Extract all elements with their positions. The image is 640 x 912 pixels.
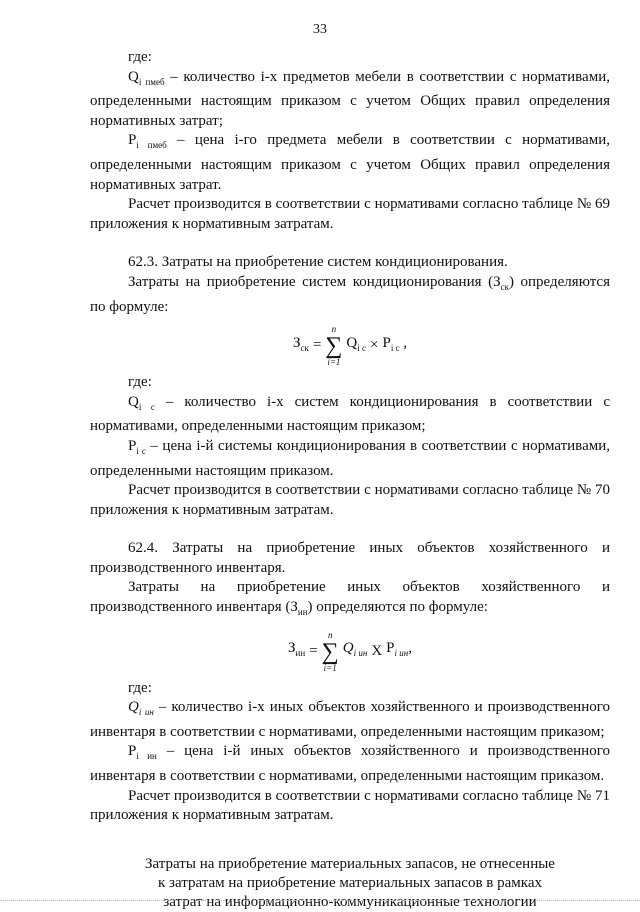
page-number: 33 [313, 22, 327, 37]
definition-p-inventory: $P_{i ин}$ – цена i-й иных объектов хозяйственного и производственного инвентаря в соответствии с нормативами, определенными настоящим приказом. [90, 743, 610, 785]
section-heading-materials: Затраты на приобретение материальных запасов, не отнесенные к затратам на приобретение материальных запасов в рамках затрат на информационно-коммуникационные технологии [145, 855, 555, 910]
heading-62-4: 62.4. Затраты на приобретение иных объектов хозяйственного и производственного инвентаря. [90, 540, 610, 576]
definition-q-air-conditioning: $Q_{i c}$ – количество i-х систем кондиционирования в соответствии с нормативами, определенными настоящим приказом; [90, 393, 610, 435]
where-label: где: [128, 679, 152, 696]
sum-symbol: n ∑ i=1 [321, 629, 339, 673]
page-bottom-edge [0, 900, 640, 901]
where-label: где: [128, 49, 152, 65]
definition-p-furniture: $P_{i пмеб}$ – цена i-го предмета мебели в соответствии с нормативами, определенными настоящим приказом с учетом Общих правил определения нормативных затрат. [90, 132, 610, 193]
calc-note-71: Расчет производится в соответствии с нормативами согласно таблице № 71 приложения к нормативным затратам. [90, 787, 610, 824]
formula-air-conditioning: $З_{ск}$ = n ∑ i=1 $Q_{i c}$ × $P_{i c}$ , [292, 324, 408, 368]
where-label: где: [128, 374, 152, 391]
definition-q-inventory: $Q_{i ин}$ – количество i-х иных объектов хозяйственного и производственного инвентаря в соответствии с нормативами, определенными настоящим приказом; [90, 699, 610, 740]
document-body [90, 48, 610, 912]
sum-symbol: n ∑ i=1 [325, 324, 343, 368]
calc-note-69: Расчет производится в соответствии с нормативами согласно таблице № 69 приложения к нормативным затратам. [90, 196, 610, 232]
definition-q-furniture: $Q_{i пмеб}$ – количество i-х предметов мебели в соответствии с нормативами, определенными настоящим приказом с учетом Общих правил определения нормативных затрат; [90, 68, 610, 129]
intro-inventory: Затраты на приобретение иных объектов хозяйственного и производственного инвентаря $(З_{ин})$ определяются по формуле: [90, 579, 610, 618]
intro-air-conditioning: Затраты на приобретение систем кондиционирования $(З_{ск})$ определяются по формуле: [90, 273, 610, 315]
calc-note-70: Расчет производится в соответствии с нормативами согласно таблице № 70 приложения к нормативным затратам. [90, 482, 610, 518]
definition-p-air-conditioning: $P_{i c}$ – цена i-й системы кондиционирования в соответствии с нормативами, определенными настоящим приказом. [90, 437, 610, 479]
heading-62-3: 62.3. Затраты на приобретение систем кондиционирования. [128, 254, 508, 271]
formula-inventory: $З_{ин}$ = n ∑ i=1 $Q_{i ин}$ X $P_{i ин}$, [288, 629, 412, 673]
